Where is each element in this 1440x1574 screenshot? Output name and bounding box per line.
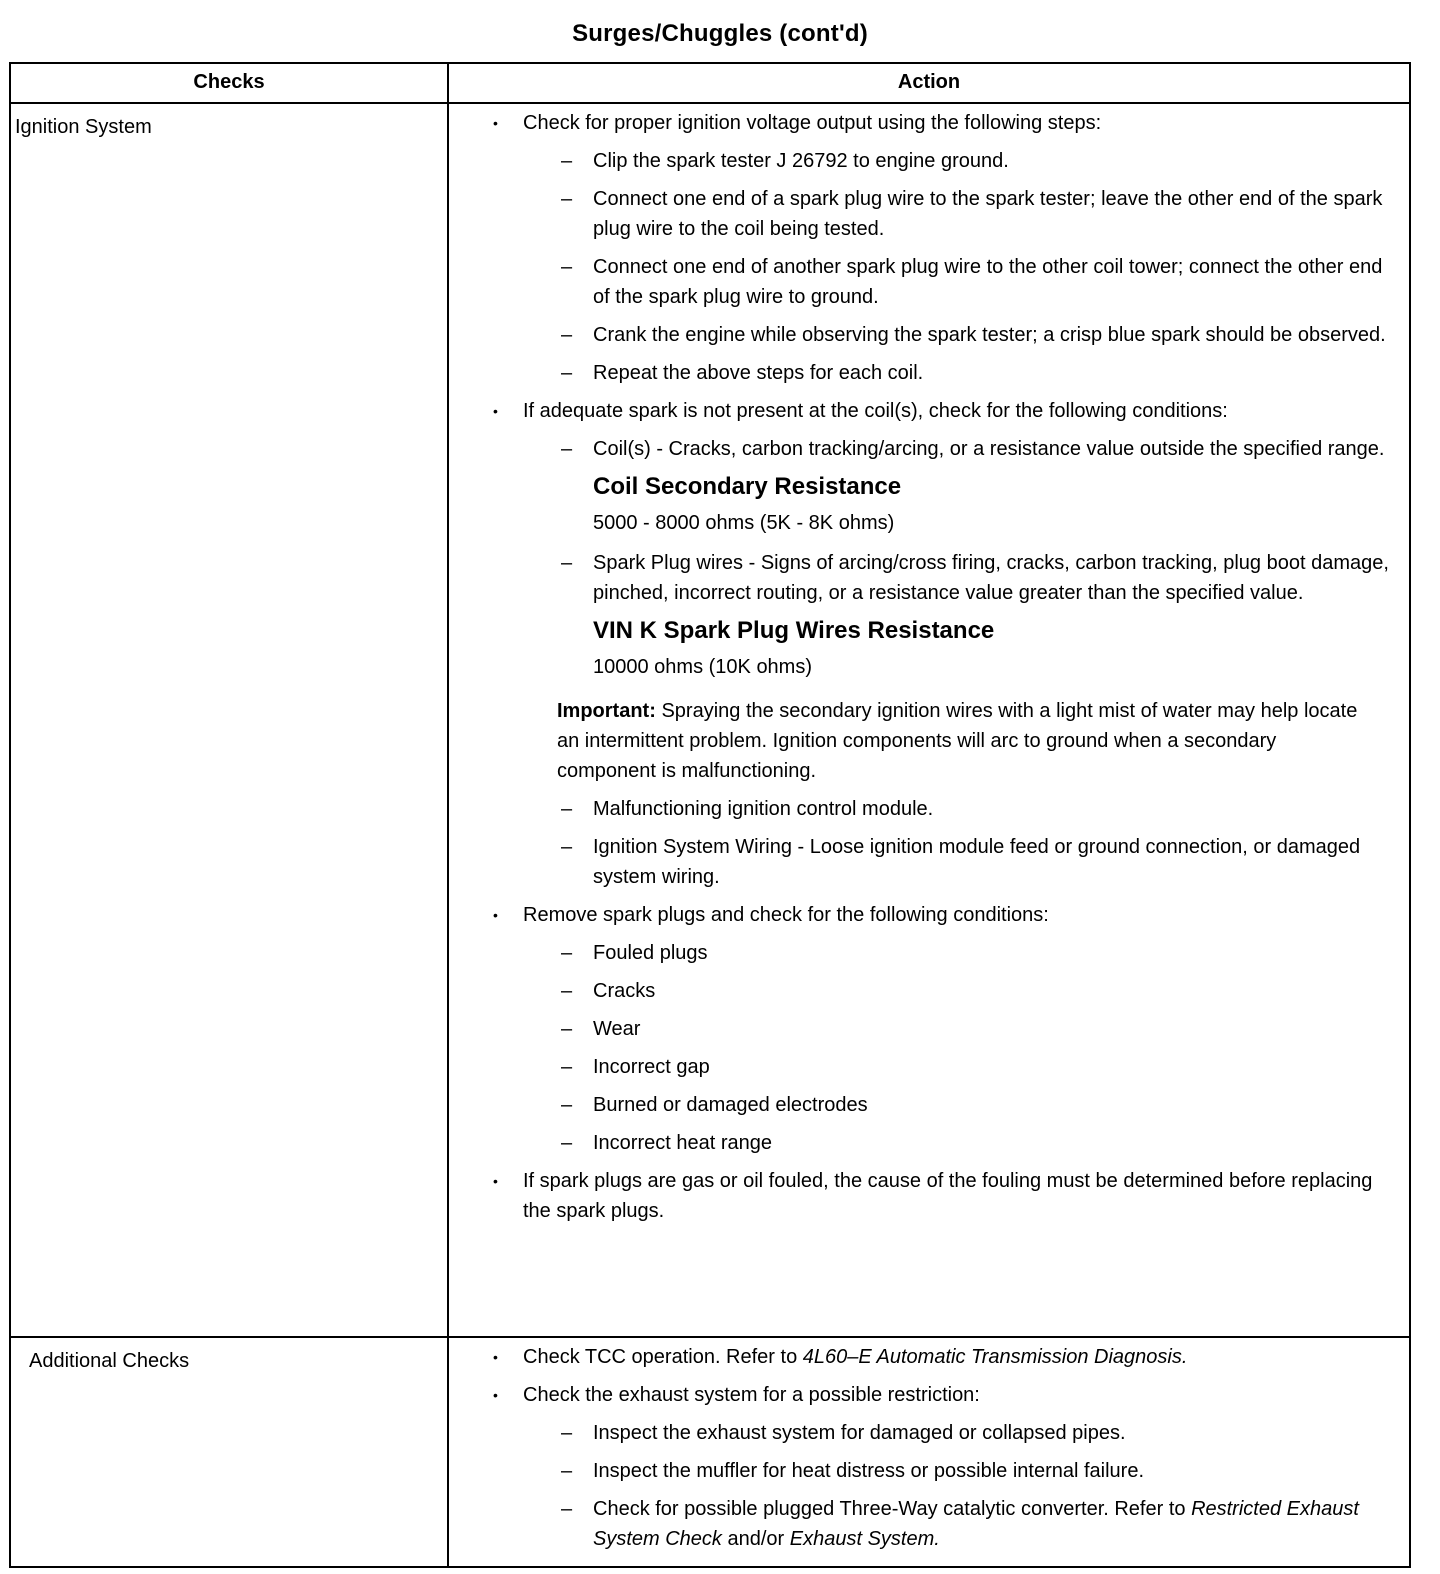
dash-item: – Incorrect gap — [561, 1052, 1401, 1082]
bullet-item: • Check the exhaust system for a possible restriction: — [493, 1380, 1401, 1410]
spec-heading-spark-plug-wires-resistance: VIN K Spark Plug Wires Resistance — [593, 617, 995, 644]
important-label: Important: — [557, 700, 656, 722]
bullet-item: • Remove spark plugs and check for the following conditions: — [493, 900, 1401, 930]
dash-item: – Cracks — [561, 976, 1401, 1006]
action-column-header: Action — [448, 63, 1410, 103]
dash-item: – Burned or damaged electrodes — [561, 1090, 1401, 1120]
dash-text: Check for possible plugged Three-Way catalytic converter. Refer to — [593, 1498, 1192, 1520]
spec-value-coil-secondary-resistance: 5000 - 8000 ohms (5K - 8K ohms) — [593, 512, 895, 534]
bullet-item: • Check for proper ignition voltage output using the following steps: — [493, 108, 1401, 138]
dash-item: – Wear — [561, 1014, 1401, 1044]
checks-column-header: Checks — [10, 63, 448, 103]
important-text: Spraying the secondary ignition wires with a light mist of water may help locate an intermittent problem. Ignition components will arc to ground when a secondary component is malfunctioning. — [557, 700, 1358, 782]
check-cell-ignition-system: Ignition System — [10, 103, 448, 1337]
dash-item: – Inspect the exhaust system for damaged or collapsed pipes. — [561, 1418, 1401, 1448]
spec-value-spark-plug-wires-resistance: 10000 ohms (10K ohms) — [593, 656, 813, 678]
dash-item: – Ignition System Wiring - Loose ignition module feed or ground connection, or damaged system wiring. — [561, 832, 1401, 892]
bullet-text: Check TCC operation. Refer to — [523, 1346, 803, 1368]
check-cell-additional-checks: Additional Checks — [10, 1337, 448, 1567]
table-row — [10, 103, 1410, 1337]
dash-item: – Repeat the above steps for each coil. — [561, 358, 1401, 388]
dash-item: – Malfunctioning ignition control module. — [561, 794, 1401, 824]
dash-item: – Connect one end of another spark plug wire to the other coil tower; connect the other end of the spark plug wire to ground. — [561, 252, 1401, 312]
page-title: Surges/Chuggles (cont'd) — [572, 20, 868, 47]
action-cell-additional-checks — [448, 1337, 1410, 1567]
diagnosis-table — [9, 62, 1411, 1568]
reference-link-exhaust-system: Exhaust System. — [789, 1528, 940, 1550]
spec-heading-coil-secondary-resistance: Coil Secondary Resistance — [593, 473, 902, 500]
dash-text: and/or — [721, 1528, 790, 1550]
reference-link-restricted-exhaust: Restricted Exhaust System Check — [593, 1498, 1359, 1550]
bullet-item: • If spark plugs are gas or oil fouled, the cause of the fouling must be determined before replacing the spark plugs. — [493, 1166, 1401, 1226]
dash-item — [561, 1494, 1401, 1554]
bullet-item — [493, 1342, 1401, 1372]
reference-link-transmission-diagnosis: 4L60–E Automatic Transmission Diagnosis. — [802, 1346, 1188, 1368]
important-note — [557, 696, 1371, 786]
dash-item: – Incorrect heat range — [561, 1128, 1401, 1158]
dash-item: – Crank the engine while observing the spark tester; a crisp blue spark should be observed. — [561, 320, 1401, 350]
table-row — [10, 1337, 1410, 1567]
dash-item: – Inspect the muffler for heat distress or possible internal failure. — [561, 1456, 1401, 1486]
dash-item: – Coil(s) - Cracks, carbon tracking/arcing, or a resistance value outside the specified range. — [561, 434, 1401, 464]
table-header-row — [10, 63, 1410, 103]
dash-item: – Connect one end of a spark plug wire to the spark tester; leave the other end of the spark plug wire to the coil being tested. — [561, 184, 1401, 244]
dash-item: – Spark Plug wires - Signs of arcing/cross firing, cracks, carbon tracking, plug boot damage, pinched, incorrect routing, or a resistance value greater than the specified value. — [561, 548, 1401, 608]
action-cell-ignition-system — [448, 103, 1410, 1337]
dash-item: – Clip the spark tester J 26792 to engine ground. — [561, 146, 1401, 176]
dash-item: – Fouled plugs — [561, 938, 1401, 968]
bullet-item: • If adequate spark is not present at the coil(s), check for the following conditions: — [493, 396, 1401, 426]
